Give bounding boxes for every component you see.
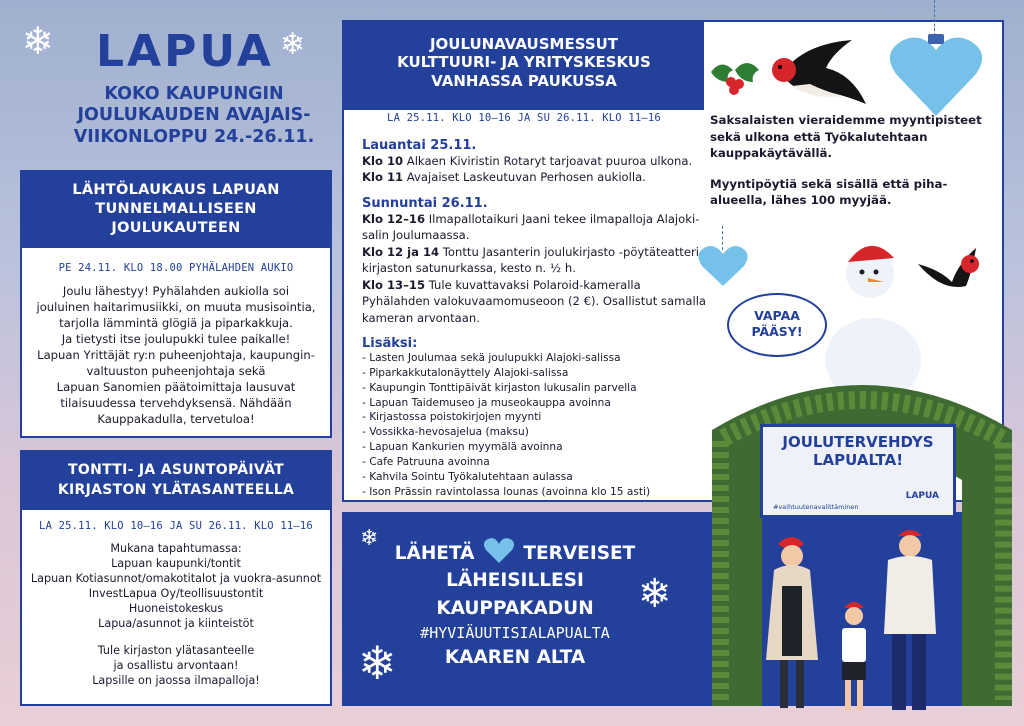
schedule-line bbox=[362, 244, 712, 277]
schedule-time: Klo 12–16 bbox=[362, 211, 426, 226]
body-line: tarjolla lämmintä glögiä ja piparkakkuja. bbox=[59, 315, 293, 330]
holly-icon bbox=[705, 52, 765, 100]
body-line: Ja tietysti itse joulupukki tulee paikalle! bbox=[61, 331, 291, 346]
title-line: LÄHTÖLAUKAUS LAPUAN bbox=[72, 182, 280, 198]
list-item: - Vossikka-hevosajelua (maksu) bbox=[362, 426, 529, 439]
snowflake-icon: ❄ bbox=[280, 27, 306, 62]
sign-line: LAPUALTA! bbox=[812, 451, 904, 469]
schedule-line bbox=[362, 153, 712, 169]
hero-heading bbox=[60, 84, 328, 148]
title-line: TONTTI- JA ASUNTOPÄIVÄT bbox=[68, 462, 284, 478]
schedule-time: Klo 10 bbox=[362, 154, 404, 168]
sign-heading bbox=[763, 433, 953, 469]
swallow-icon bbox=[912, 242, 984, 302]
snowflake-icon: ❄ bbox=[22, 19, 54, 63]
title-line: JOULUKAUTEEN bbox=[111, 219, 241, 236]
bubble-line: VAPAA bbox=[754, 308, 800, 323]
lahtolaukaus-box bbox=[20, 170, 332, 438]
schedule-text: Tonttu Jasanterin joulukirjasto -pöytäteatteri kirjaston satunurkassa, kesto n. ½ h. bbox=[362, 244, 699, 276]
greetings-line: KAAREN ALTA bbox=[444, 647, 586, 669]
body-line: tilaisuudessa tervehdyksensä. Nähdään bbox=[60, 395, 292, 410]
schedule-time: Klo 12 ja 14 bbox=[362, 244, 440, 259]
family-illustration bbox=[748, 530, 958, 720]
schedule-text: Tule kuvattavaksi Polaroid-kameralla Pyhälahden valokuvaamomuseoon (2 €). Osallistut samalla kameran arvontaan. bbox=[362, 277, 707, 325]
body-line: Mukana tapahtumassa: bbox=[110, 542, 242, 555]
list-item: - Ison Prässin ravintolassa lounas (avoinna klo 15 asti) bbox=[362, 485, 651, 498]
list-item: - Lapuan Taidemuseo ja museokauppa avoinna bbox=[362, 396, 611, 409]
right-paragraph: Saksalaisten vieraidemme myyntipisteet sekä ulkona että Työkalutehtaan kauppakäytävällä. bbox=[710, 113, 982, 161]
heart-icon bbox=[483, 538, 515, 564]
snowflake-icon: ❄ bbox=[638, 571, 672, 617]
messut-right-column bbox=[710, 112, 985, 209]
title-line: KIRJASTON YLÄTASANTEELLA bbox=[57, 481, 295, 498]
body-line: Lapuan Sanomien päätoimittaja lausuvat bbox=[56, 379, 296, 394]
greetings-line: LÄHEISILLESI bbox=[446, 570, 584, 592]
sunnuntai-title: Sunnuntai 26.11. bbox=[362, 195, 488, 211]
schedule-line bbox=[362, 211, 712, 244]
messut-schedule bbox=[362, 132, 712, 499]
lisaksi-list bbox=[362, 351, 712, 499]
lahtolaukaus-title bbox=[22, 172, 330, 248]
body-line: Lapuan Kotiasunnot/omakotitalot ja vuokra-asunnot bbox=[30, 572, 322, 585]
title-line: KULTTUURI- JA YRITYSKESKUS bbox=[397, 53, 651, 72]
lahtolaukaus-date: PE 24.11. KLO 18.00 PYHÄLAHDEN AUKIO bbox=[58, 262, 294, 274]
body-line: Tule kirjaston ylätasanteelle bbox=[97, 644, 255, 657]
sign-logo: LAPUA bbox=[905, 491, 939, 501]
lisaksi-title: Lisäksi: bbox=[362, 336, 418, 352]
greetings-line: KAUPPAKADUN bbox=[436, 597, 594, 619]
schedule-time: Klo 13–15 bbox=[362, 277, 426, 292]
body-line: Lapuan Yrittäjät ry:n puheenjohtaja, kaupungin- bbox=[37, 347, 315, 362]
list-item: - Lapuan Kankurien myymälä avoinna bbox=[362, 441, 563, 454]
right-paragraph: Myyntipöytiä sekä sisällä että piha-alueella, lähes 100 myyjää. bbox=[710, 176, 948, 208]
snowflake-icon: ❄ bbox=[360, 526, 379, 551]
schedule-time: Klo 11 bbox=[362, 170, 404, 185]
list-item: - Kirjastossa poistokirjojen myynti bbox=[362, 411, 542, 424]
sign-line: JOULUTERVEHDYS bbox=[782, 433, 934, 451]
body-line: InvestLapua Oy/teollisuustontit bbox=[88, 587, 264, 600]
spacer bbox=[22, 631, 330, 643]
body-line: Joulu lähestyy! Pyhälahden aukiolla soi bbox=[62, 284, 290, 298]
tontti-box bbox=[20, 450, 332, 706]
schedule-text: Ilmapallotaikuri Jaani tekee ilmapalloja Alajoki-salin Joulumaassa. bbox=[362, 211, 700, 243]
list-item: - Piparkakkutalonäyttely Alajoki-salissa bbox=[362, 366, 569, 379]
lauantai-title: Lauantai 25.11. bbox=[362, 138, 477, 153]
sign-hashtag: #vaihtuutenavalittäminen bbox=[773, 503, 859, 511]
list-item: - Kahvila Sointu Työkalutehtaan aulassa bbox=[362, 470, 573, 483]
list-item: - Kaupungin Tonttipäivät kirjaston lukusalin parvella bbox=[362, 381, 637, 394]
tontti-date: LA 25.11. KLO 10—16 JA SU 26.11. KLO 11—16 bbox=[39, 520, 313, 532]
greetings-text bbox=[370, 538, 660, 672]
body-line: valtuuston puheenjohtaja sekä bbox=[86, 363, 266, 378]
title-line: JOULUNAVAUSMESSUT bbox=[429, 35, 619, 53]
schedule-line bbox=[362, 169, 712, 185]
heart-ornament-icon bbox=[888, 30, 984, 120]
body-line: Huoneistokeskus bbox=[128, 602, 224, 615]
body-line: ja osallistu arvontaan! bbox=[113, 659, 239, 672]
tontti-body bbox=[22, 541, 330, 688]
schedule-text: Alkaen Kiviristin Rotaryt tarjoavat puuroa ulkona. bbox=[403, 154, 693, 168]
body-line: Lapua/asunnot ja kiinteistöt bbox=[98, 617, 254, 630]
title-line: VANHASSA PAUKUSSA bbox=[431, 71, 617, 90]
greeting-sign bbox=[760, 424, 956, 518]
small-heart-icon bbox=[698, 244, 748, 288]
greetings-line bbox=[370, 538, 660, 567]
list-item: - Lasten Joulumaa sekä joulupukki Alajoki-salissa bbox=[362, 352, 621, 365]
messut-title bbox=[344, 22, 704, 110]
hero-line: VIIKONLOPPU 24.-26.11. bbox=[73, 126, 315, 147]
schedule-line bbox=[362, 277, 712, 326]
schedule-text: Avajaiset Laskeutuvan Perhosen aukiolla. bbox=[403, 170, 646, 185]
tontti-title bbox=[22, 452, 330, 510]
list-item: - Cafe Patruuna avoinna bbox=[362, 455, 490, 468]
hero-line: KOKO KAUPUNGIN bbox=[104, 84, 284, 104]
body-line: Lapsille on jaossa ilmapalloja! bbox=[92, 674, 260, 687]
lapua-logo: LAPUA bbox=[96, 26, 274, 77]
swallow-icon bbox=[762, 34, 872, 114]
hero-line: JOULUKAUDEN AVAJAIS- bbox=[77, 105, 311, 126]
greetings-hashtag: #HYVIÄUUTISIALAPUALTA bbox=[420, 624, 610, 643]
body-line: Lapuan kaupunki/tontit bbox=[111, 557, 241, 570]
body-line: jouluinen haitarimusiikki, on muuta musisointia, bbox=[36, 299, 316, 314]
messut-date: LA 25.11. KLO 10—16 JA SU 26.11. KLO 11—16 bbox=[387, 112, 661, 124]
greetings-word: LÄHETÄ bbox=[394, 543, 475, 564]
title-line: TUNNELMALLISEEN bbox=[95, 200, 257, 217]
snowflake-icon: ❄ bbox=[358, 636, 397, 690]
greetings-word: TERVEISET bbox=[523, 543, 636, 564]
bubble-line: PÄÄSY! bbox=[751, 324, 803, 340]
lahtolaukaus-body bbox=[22, 284, 330, 428]
free-entry-bubble bbox=[727, 293, 827, 357]
body-line: Kauppakadulla, tervetuloa! bbox=[97, 411, 255, 426]
